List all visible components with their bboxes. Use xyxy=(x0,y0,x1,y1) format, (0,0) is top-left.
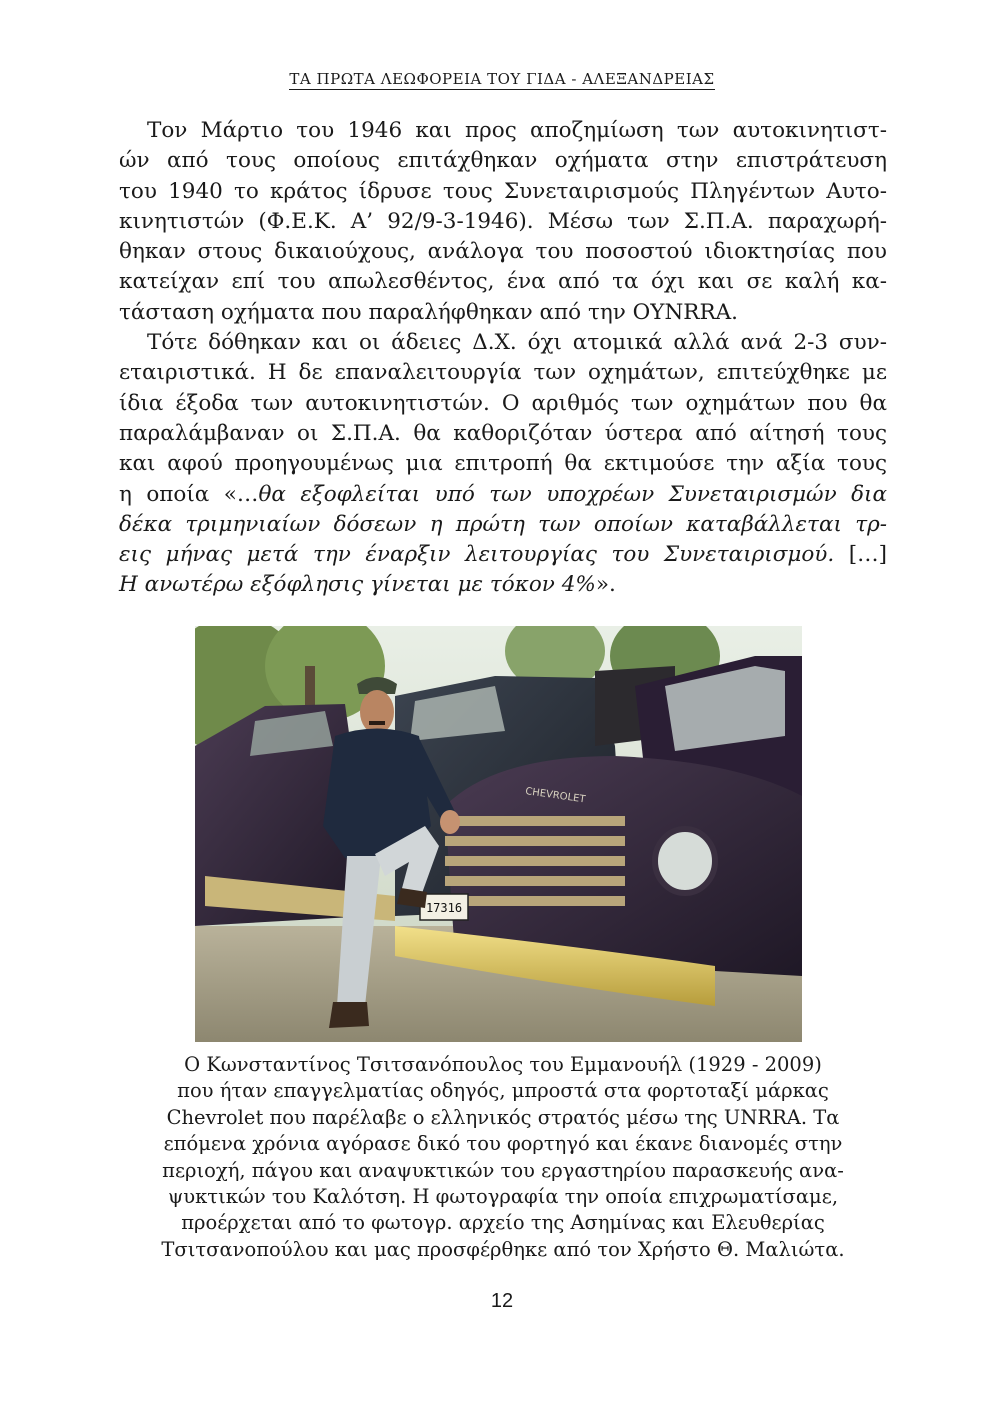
running-head xyxy=(0,70,1004,90)
paragraph2-line xyxy=(119,510,887,540)
front-truck-headlight xyxy=(655,829,715,893)
paragraph2-line xyxy=(119,570,887,600)
caption-line: επόμενα χρόνια αγόρασε δικό του φορτηγό και έκανε διανομές στην xyxy=(163,1132,843,1156)
running-head-text: ΤΑ ΠΡΩΤΑ ΛΕΩΦΟΡΕΙΑ ΤΟΥ ΓΙΔΑ - ΑΛΕΞΑΝΔΡΕΙΑΣ xyxy=(289,70,715,88)
quote-text: Η ανωτέρω εξόφλησις γίνεται με τόκον 4% xyxy=(119,572,596,598)
caption-line: ψυκτικών του Καλότση. Η φωτογραφία την οποία επιχρωματίσαμε, xyxy=(167,1184,839,1208)
paragraph1-line: ών από τους οποίους επιτάχθηκαν οχήματα στην επιστράτευση xyxy=(119,148,887,174)
quote-text: εις μήνας μετά την έναρξιν λειτουργίας του Συνεταιρισμού. xyxy=(119,542,835,568)
paragraph1-line: Τον Μάρτιο του 1946 και προς αποζημίωση των αυτοκινητιστ- xyxy=(147,118,887,143)
man-face xyxy=(360,690,394,734)
caption-line: Ο Κωνσταντίνος Τσιτσανόπουλος του Εμμανουήλ (1929 - 2009) xyxy=(184,1053,822,1076)
paragraph2-line xyxy=(119,540,887,570)
quote-text: δέκα τριμηνιαίων δόσεων η πρώτη των οποίων καταβάλλεται τρ- xyxy=(119,511,887,537)
paragraph1-line: θηκαν στους δικαιούχους, ανάλογα του ποσοστού ιδιοκτησίας που xyxy=(119,239,887,265)
paragraph1-line: τάσταση οχήματα που παραλήφθηκαν από την ΟΥNRRA. xyxy=(119,299,738,325)
ellipsis-bracket: […] xyxy=(834,542,887,568)
paragraph1-line: κατείχαν επί του απωλεσθέντος, ένα από τα όχι και σε καλή κα- xyxy=(119,269,887,295)
caption-line: προέρχεται από το φωτογρ. αρχείο της Ασημίνας και Ελευθερίας xyxy=(181,1211,825,1235)
hood-badge: CHEVROLET xyxy=(524,786,587,806)
quote-text: θα εξοφλείται υπό των υποχρέων Συνεταιρισμών δια xyxy=(258,481,888,507)
paragraph2-line: ίδια έξοδα των αυτοκινητιστών. Ο αριθμός των οχημάτων που θα xyxy=(119,390,887,416)
photo-man-with-chevrolet-trucks xyxy=(195,626,802,1042)
paragraph2-line xyxy=(119,480,887,510)
paragraph2-line: Τότε δόθηκαν και οι άδειες Δ.Χ. όχι ατομικά αλλά ανά 2-3 συν- xyxy=(147,330,887,356)
paragraph2-line: εταιριστικά. Η δε επαναλειτουργία των οχημάτων, επιτεύχθηκε με xyxy=(119,360,887,386)
caption-line: Chevrolet που παρέλαβε ο ελληνικός στρατός μέσω της UNRRA. Τα xyxy=(166,1105,840,1129)
man-boot xyxy=(329,1002,369,1028)
quote-open: η οποία «… xyxy=(119,481,259,507)
caption-line: περιοχή, πάγου και αναψυκτικών του εργαστηρίου παρασκευής ανα- xyxy=(162,1158,844,1182)
paragraph1-line: κινητιστών (Φ.Ε.Κ. Α’ 92/9-3-1946). Μέσω των Σ.Π.Α. παραχωρή- xyxy=(119,208,887,234)
paragraph2-line: και αφού προηγουμένως μια επιτροπή θα εκτιμούσε την αξία τους xyxy=(119,451,887,477)
caption-line: Τσιτσανοπούλου και μας προσφέρθηκε από τον Χρήστο Θ. Μαλιώτα. xyxy=(161,1237,845,1261)
page-number: 12 xyxy=(490,1290,514,1312)
paragraph1-line: του 1940 το κράτος ίδρυσε τους Συνεταιρισμούς Πληγέντων Αυτο- xyxy=(119,178,887,204)
quote-close: ». xyxy=(595,572,616,598)
caption-line: που ήταν επαγγελματίας οδηγός, μπροστά στα φορτοταξί μάρκας xyxy=(177,1079,829,1103)
man-moustache xyxy=(369,721,385,725)
body-text xyxy=(119,116,887,601)
man-hand xyxy=(440,810,460,834)
paragraph2-line: παραλάμβαναν οι Σ.Π.Α. θα καθοριζόταν ύστερα από αίτησή τους xyxy=(119,420,887,446)
license-plate-text: 17316 xyxy=(425,901,463,915)
photo-caption xyxy=(120,1052,886,1263)
